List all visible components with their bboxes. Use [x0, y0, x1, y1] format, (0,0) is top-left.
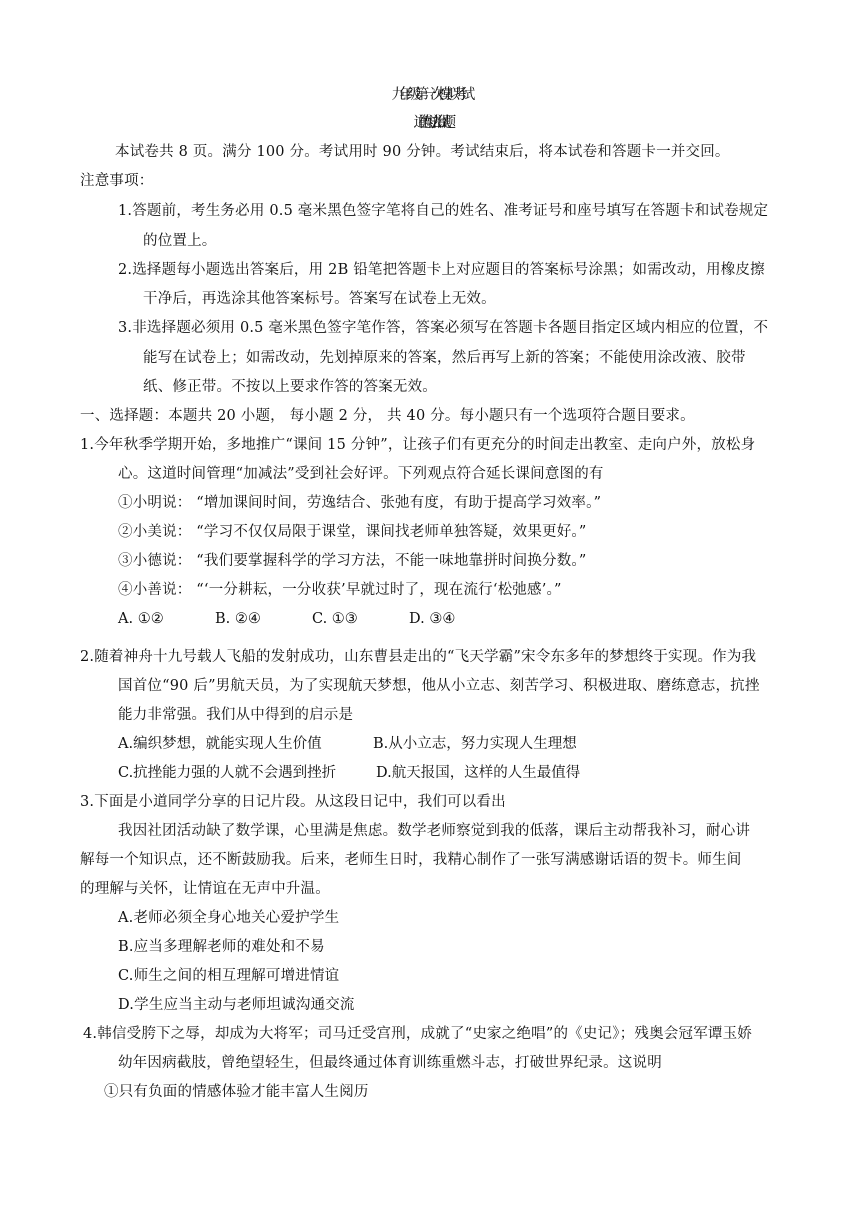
q2-option-c[interactable]: C.抗挫能力强的人就不会遇到挫折 [118, 765, 337, 781]
notice-heading: 注意事项： [80, 173, 154, 189]
q1-statement-2: ②小美说： “学习不仅仅局限于课堂，课间找老师单独答疑，效果更好。” [118, 524, 587, 540]
q1-statement-1: ①小明说： “增加课间时间，劳逸结合、张弛有度，有助于提高学习效率。” [118, 495, 602, 511]
notice-item-3-line1: 3.非选择题必须用 0.5 毫米黑色签字笔作答，答案必须写在答题卡各题目指定区域内相应的位置，不 [118, 320, 769, 336]
q2-stem-line1: 2.随着神舟十九号载人飞船的发射成功，山东曹县走出的“飞天学霸”宋令东多年的梦想终于实现。作为我 [80, 649, 757, 665]
q2-options-row1 [118, 734, 577, 754]
q2-stem-line3: 能力非常强。我们从中得到的启示是 [118, 707, 354, 723]
q2-stem-line2: 国首位“90 后”男航天员，为了实现航天梦想，他从小立志、刻苦学习、积极进取、磨练意志，抗挫 [118, 678, 760, 694]
exam-title: 九年级第一次模拟考试 [391, 87, 469, 103]
section-1-heading: 一、选择题：本题共 20 小题， 每小题 2 分， 共 40 分。每小题只有一个选项符合题目要求。 [80, 408, 695, 424]
q1-option-c[interactable]: C. ①③ [312, 611, 358, 627]
q3-passage-line2: 解每一个知识点，还不断鼓励我。后来，老师生日时，我精心制作了一张写满感谢话语的贺卡。师生间 [80, 852, 742, 868]
q2-option-b[interactable]: B.从小立志，努力实现人生理想 [373, 736, 577, 752]
q3-option-b[interactable]: B.应当多理解老师的难处和不易 [118, 939, 325, 955]
notice-item-2-line1: 2.选择题每小题选出答案后，用 2B 铅笔把答题卡上对应题目的答案标号涂黑；如需改动，用橡皮擦 [118, 262, 765, 278]
q4-statement-1: ①只有负面的情感体验才能丰富人生阅历 [104, 1084, 369, 1100]
q1-option-b[interactable]: B. ②④ [215, 611, 261, 627]
q1-statement-4: ④小善说： “‘一分耕耘，一分收获’早就过时了，现在流行‘松弛感’。” [118, 582, 562, 598]
intro-text: 本试卷共 8 页。满分 100 分。考试用时 90 分钟。考试结束后，将本试卷和答题卡一并交回。 [115, 144, 730, 160]
q3-option-d[interactable]: D.学生应当主动与老师坦诚沟通交流 [118, 997, 355, 1013]
q2-options-row2 [118, 763, 580, 783]
q1-stem-line2: 心。这道时间管理“加减法”受到社会好评。下列观点符合延长课间意图的有 [118, 466, 604, 482]
q3-option-a[interactable]: A.老师必须全身心地关心爱护学生 [118, 910, 340, 926]
notice-item-3-line3: 纸、修正带。不按以上要求作答的答案无效。 [143, 379, 437, 395]
notice-item-1-line2: 的位置上。 [143, 233, 217, 249]
q1-statement-3: ③小德说： “我们要掌握科学的学习方法，不能一味地靠拼时间换分数。” [118, 553, 587, 569]
q2-option-a[interactable]: A.编织梦想，就能实现人生价值 [118, 736, 322, 752]
q1-stem-line1: 1.今年秋季学期开始，多地推广“课间 15 分钟”，让孩子们有更充分的时间走出教室、走向户外，放松身 [80, 437, 756, 453]
q1-option-d[interactable]: D. ③④ [409, 611, 456, 627]
q3-passage-line1: 我因社团活动缺了数学课，心里满是焦虑。数学老师察觉到我的低落，课后主动帮我补习，耐心讲 [118, 823, 751, 839]
q3-passage-line3: 的理解与关怀，让情谊在无声中升温。 [80, 881, 330, 897]
q3-option-c[interactable]: C.师生之间的相互理解可增进情谊 [118, 968, 340, 984]
q4-stem-line1: 4.韩信受胯下之辱，却成为大将军；司马迁受宫刑，成就了“史家之绝唱”的《史记》；残奥会冠军谭玉娇 [83, 1026, 753, 1042]
q3-stem-line1: 3.下面是小道同学分享的日记片段。从这段日记中，我们可以看出 [80, 794, 506, 810]
q4-stem-line2: 幼年因病截肢，曾绝望轻生，但最终通过体育训练重燃斗志，打破世界纪录。这说明 [118, 1055, 662, 1071]
notice-item-2-line2: 干净后，再选涂其他答案标号。答案写在试卷上无效。 [143, 291, 496, 307]
q1-options [118, 609, 455, 629]
q1-option-a[interactable]: A. ①② [118, 611, 164, 627]
q2-option-d[interactable]: D.航天报国，这样的人生最值得 [376, 765, 581, 781]
subject-title: 道德与法治试题 [413, 115, 447, 131]
notice-item-3-line2: 能写在试卷上；如需改动，先划掉原来的答案，然后再写上新的答案；不能使用涂改液、胶带 [143, 350, 746, 366]
notice-item-1-line1: 1.答题前，考生务必用 0.5 毫米黑色签字笔将自己的姓名、准考证号和座号填写在答题卡和试卷规定 [118, 203, 769, 219]
